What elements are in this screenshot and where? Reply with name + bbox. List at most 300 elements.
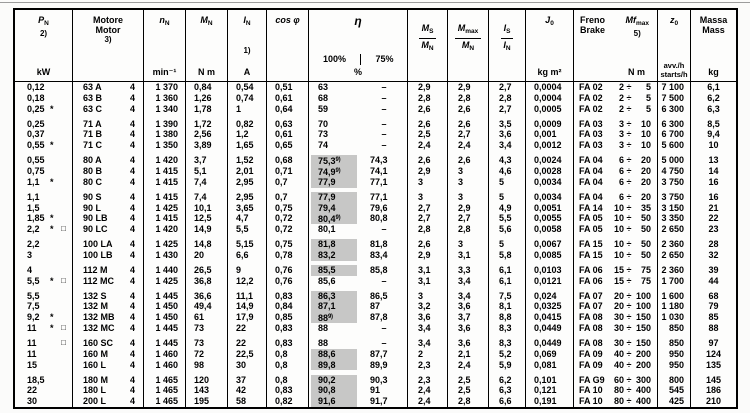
power-value: 0,18: [27, 92, 45, 103]
motor-poles: 4: [129, 359, 135, 370]
eta75-cell: 79,6: [361, 203, 408, 214]
power-value: 15: [27, 359, 38, 370]
starts-cell: 950: [658, 349, 691, 360]
brake-cell: [574, 224, 658, 235]
eta100-value: 91,6: [311, 396, 357, 407]
brake-cell: [574, 349, 658, 360]
mass-cell: 44: [708, 275, 719, 286]
is-ratio-cell: 6,6: [489, 396, 526, 407]
motor-poles: 4: [129, 323, 135, 334]
mmax-ratio-cell: 3,1: [448, 250, 489, 261]
power-cell: [15, 349, 73, 360]
motor-cell: [73, 155, 144, 166]
table-row: [15, 166, 736, 177]
mmax-ratio-cell: 3,6: [448, 338, 489, 349]
mass-cell: 16: [708, 191, 719, 202]
torque-cell: 36,8: [186, 276, 228, 287]
motor-label-en: Motor: [95, 25, 121, 35]
current-cell: 37: [228, 375, 267, 386]
current-cell: 1,65: [228, 140, 267, 151]
cosphi-cell: 0,71: [267, 166, 309, 177]
torque-cell: 5,1: [186, 166, 228, 177]
eta75-cell: 89,9: [361, 360, 408, 371]
ms-ratio-cell: 2,9: [408, 250, 448, 261]
brake-torque-max: 50: [640, 249, 651, 260]
mass-unit: kg: [708, 67, 719, 77]
power-cell: [15, 291, 73, 302]
mass-cell: 14: [708, 165, 719, 176]
brake-model: FA 07: [579, 290, 603, 301]
col-header-mmax-ratio: [448, 10, 489, 81]
motor-cell: [73, 385, 144, 396]
torque-cell: 12,5: [186, 213, 228, 224]
table-row: [15, 265, 736, 276]
speed-cell: 1 425: [144, 203, 186, 214]
eta100-value: 79,4: [311, 203, 357, 214]
mass-cell: 6,3: [707, 103, 720, 114]
eta75-cell: 86,5: [361, 291, 408, 302]
inertia-cell: 0,0449: [526, 323, 574, 334]
mmax-ratio-cell: 3,6: [448, 301, 489, 312]
current-symbol: [228, 15, 266, 29]
brake-model: FA G9: [579, 374, 605, 385]
col-header-motor: [73, 10, 144, 81]
eta100-cell: [309, 396, 361, 407]
speed-cell: 1 465: [144, 385, 186, 396]
brake-torque-max: 75: [640, 264, 651, 275]
mmax-den-letter: M: [461, 40, 470, 50]
table-row: [15, 119, 736, 130]
is-ratio-cell: 2,7: [489, 104, 526, 115]
motor-cell: [73, 140, 144, 151]
table-row: [15, 338, 736, 349]
starts-cell: 3 750: [658, 192, 691, 203]
eta100-cell: [309, 375, 361, 386]
eta100-value: 87,1: [311, 301, 357, 312]
brake-torque-max: 150: [635, 312, 651, 323]
mass-cell: 13: [708, 155, 719, 166]
eta100-value: 85,6: [318, 275, 336, 286]
mmax-ratio-cell: 2,6: [448, 155, 489, 166]
power-cell: [15, 360, 73, 371]
eta100-value: 88,6: [311, 349, 357, 360]
brake-torque-min: 2: [618, 92, 624, 103]
ms-ratio-cell: 2,7: [408, 213, 448, 224]
starts-unit-en: starts/h: [660, 69, 688, 79]
motor-name: 63 B: [83, 92, 103, 103]
table-row: [15, 177, 736, 188]
ms-ratio-cell: 3: [408, 177, 448, 188]
cosphi-cell: 0,63: [267, 119, 309, 130]
current-cell: 0,82: [228, 119, 267, 130]
motor-name: 100 LB: [83, 249, 113, 260]
eta100-value: 88$^{9)}$: [311, 312, 357, 323]
table-row: [15, 93, 736, 104]
speed-symbol-letter: n: [159, 15, 165, 25]
mass-cell: 16: [708, 176, 719, 187]
eta100-cell: [309, 250, 361, 261]
range-divider: ÷: [626, 301, 632, 312]
ms-fraction: [419, 23, 437, 54]
mass-cell: 186: [705, 385, 722, 396]
mmax-ratio-cell: 2,7: [448, 129, 489, 140]
power-cell: [15, 177, 73, 188]
is-ratio-cell: 3,6: [489, 129, 526, 140]
eta100-value: 74,9$^{9)}$: [311, 166, 357, 177]
eta75-cell: 74,3: [361, 155, 408, 166]
power-value: 0,55: [27, 155, 45, 166]
power-cell: [15, 213, 73, 224]
power-cell: [15, 93, 73, 104]
current-unit: A: [243, 67, 251, 77]
eta100-value: 90,8: [311, 385, 357, 396]
eta100-cell: [309, 385, 361, 396]
inertia-cell: 0,0085: [526, 250, 574, 261]
motor-cell: [73, 250, 144, 261]
inertia-cell: 0,0034: [526, 192, 574, 203]
motor-cell: [73, 203, 144, 214]
table-row: [15, 301, 736, 312]
motor-poles: 4: [129, 103, 135, 114]
brake-torque-max: 400: [635, 396, 651, 407]
torque-cell: 14,9: [186, 224, 228, 235]
brake-cell: [574, 82, 658, 93]
table-row: [15, 192, 736, 203]
is-ratio-cell: 8,3: [489, 338, 526, 349]
current-cell: 12,2: [228, 276, 267, 287]
cosphi-cell: 0,83: [267, 291, 309, 302]
cosphi-cell: 0,75: [267, 203, 309, 214]
motor-cell: [73, 323, 144, 334]
eta100-value: 88: [318, 323, 329, 334]
eta100-cell: [309, 224, 361, 235]
table-row: [15, 323, 736, 334]
inertia-cell: 0,0067: [526, 239, 574, 250]
table-row: [15, 140, 736, 151]
inertia-cell: 0,0415: [526, 312, 574, 323]
asterisk-marker: *: [50, 103, 54, 114]
power-cell: [15, 312, 73, 323]
brake-cell: [574, 396, 658, 407]
eta75-cell: –: [361, 323, 408, 334]
brake-cell: [574, 177, 658, 188]
inertia-cell: 0,121: [526, 385, 574, 396]
motor-name: 160 M: [83, 348, 109, 359]
motor-cell: [73, 291, 144, 302]
brake-torque-min: 6: [618, 176, 624, 187]
motor-name: 80 C: [83, 176, 103, 187]
eta75-cell: 91: [361, 385, 408, 396]
power-cell: [15, 338, 73, 349]
inertia-cell: 0,0005: [526, 104, 574, 115]
brake-model: FA 04: [579, 165, 603, 176]
eta100-value: 68: [318, 92, 329, 103]
current-cell: 2,95: [228, 177, 267, 188]
range-divider: ÷: [626, 92, 632, 103]
table-header: [15, 10, 736, 82]
inertia-cell: 0,101: [526, 375, 574, 386]
mass-cell: 97: [708, 338, 719, 349]
speed-cell: 1 465: [144, 375, 186, 386]
mmax-ratio-cell: 3,4: [448, 291, 489, 302]
eta100-cell: [309, 177, 361, 188]
motor-name: 80 A: [83, 155, 102, 166]
brake-header-labels: [580, 15, 649, 38]
power-symbol-letter: P: [38, 15, 45, 25]
ms-ratio-cell: 3,2: [408, 301, 448, 312]
brake-cell: [574, 140, 658, 151]
eta100-cell: [309, 360, 361, 371]
col-header-starts: [658, 10, 691, 81]
speed-cell: 1 450: [144, 312, 186, 323]
is-ratio-cell: 5: [489, 239, 526, 250]
range-divider: ÷: [626, 348, 632, 359]
brake-model: FA 03: [579, 118, 603, 129]
motor-poles: 4: [129, 202, 135, 213]
mmax-num-letter: M: [457, 23, 466, 33]
brake-model: FA 04: [579, 155, 603, 166]
torque-symbol-sub: N: [207, 20, 213, 27]
col-header-ms-ratio: [408, 10, 448, 81]
col-header-current: [228, 10, 267, 81]
motor-name: 71 C: [83, 140, 103, 151]
is-denominator: [501, 39, 514, 54]
brake-model: FA 02: [579, 92, 603, 103]
motor-name: 132 MB: [83, 312, 115, 323]
brake-model: FA 06: [579, 275, 603, 286]
mmax-denominator: [455, 39, 482, 54]
is-ratio-cell: 7,5: [489, 291, 526, 302]
mass-cell: 10: [708, 140, 719, 151]
ms-ratio-cell: 2: [408, 349, 448, 360]
brake-cell: [574, 239, 658, 250]
eta-75-label: 75%: [375, 54, 394, 64]
mmax-ratio-cell: 3,6: [448, 323, 489, 334]
eta100-value: 74: [318, 140, 329, 151]
brake-torque-min: 6: [618, 155, 624, 166]
torque-cell: 0,84: [186, 82, 228, 93]
is-ratio-cell: 2,7: [489, 82, 526, 93]
brake-label-en: Brake: [580, 25, 606, 35]
power-cell: [15, 250, 73, 261]
range-divider: ÷: [626, 275, 632, 286]
power-value: 0,25: [27, 118, 45, 129]
motor-name: 132 MC: [83, 323, 115, 334]
motor-poles: 4: [129, 264, 135, 275]
eta100-value: 85,5: [311, 265, 357, 276]
footnote-5: 5): [633, 29, 641, 38]
starts-cell: 1 030: [658, 312, 691, 323]
brake-cell: [574, 192, 658, 203]
brake-torque-unit: N m: [627, 67, 645, 77]
motor-cell: [73, 119, 144, 130]
current-cell: 1,2: [228, 129, 267, 140]
brake-model: FA 14: [579, 202, 603, 213]
table-row: [15, 224, 736, 235]
motor-name: 90 LC: [83, 224, 108, 235]
current-cell: 6,6: [228, 250, 267, 261]
current-cell: 9: [228, 265, 267, 276]
motor-cell: [73, 312, 144, 323]
ms-ratio-cell: 3,6: [408, 312, 448, 323]
motor-poles: 4: [129, 312, 135, 323]
cosphi-cell: 0,72: [267, 224, 309, 235]
speed-cell: 1 340: [144, 104, 186, 115]
ms-ratio-cell: 2,9: [408, 166, 448, 177]
mmax-ratio-cell: 3: [448, 239, 489, 250]
eta100-value: 70: [318, 118, 329, 129]
brake-torque-max: 50: [640, 213, 651, 224]
speed-cell: 1 450: [144, 301, 186, 312]
brake-cell: [574, 104, 658, 115]
range-divider: ÷: [626, 103, 632, 114]
ms-ratio-cell: 2,6: [408, 119, 448, 130]
power-value: 0,55: [27, 140, 45, 151]
range-divider: ÷: [626, 290, 632, 301]
eta100-cell: [309, 155, 361, 166]
cosphi-cell: 0,84: [267, 301, 309, 312]
speed-cell: 1 380: [144, 129, 186, 140]
speed-cell: 1 460: [144, 349, 186, 360]
current-cell: 0,54: [228, 82, 267, 93]
brake-cell: [574, 385, 658, 396]
is-num-letter: I: [503, 23, 507, 33]
eta-load-labels: [309, 54, 408, 65]
motor-cell: [73, 104, 144, 115]
ms-ratio-cell: 2,4: [408, 140, 448, 151]
eta100-value: 90,2: [311, 375, 357, 386]
col-header-mass: [691, 10, 736, 81]
mass-cell: 135: [705, 359, 722, 370]
speed-cell: 1 415: [144, 166, 186, 177]
table-row: [15, 396, 736, 407]
brake-torque-max: 10: [640, 140, 651, 151]
ms-ratio-cell: 2,8: [408, 224, 448, 235]
starts-cell: 2 650: [658, 250, 691, 261]
square-marker: □: [61, 224, 66, 234]
table-row: [15, 375, 736, 386]
brake-torque-min: 2: [618, 82, 624, 92]
current-cell: 11,1: [228, 291, 267, 302]
table-row: [15, 360, 736, 371]
power-cell: [15, 82, 73, 93]
motor-poles: 4: [129, 348, 135, 359]
brake-model: FA 02: [579, 103, 603, 114]
range-divider: ÷: [626, 224, 632, 235]
brake-cell: [574, 312, 658, 323]
current-cell: 42: [228, 385, 267, 396]
eta75-cell: 74,1: [361, 166, 408, 177]
eta75-cell: 77,1: [361, 192, 408, 203]
current-symbol-letter: I: [243, 15, 246, 25]
speed-cell: 1 425: [144, 276, 186, 287]
ms-ratio-cell: 3,1: [408, 276, 448, 287]
table-row: [15, 104, 736, 115]
brake-torque-min: 80: [613, 385, 624, 396]
eta100-cell: [309, 239, 361, 250]
starts-unit: [655, 62, 693, 79]
brake-torque-min: 40: [613, 348, 624, 359]
brake-torque-min: 3: [618, 118, 624, 129]
brake-model: FA 08: [579, 323, 603, 334]
starts-symbol: [658, 15, 690, 29]
motor-name: 180 M: [83, 374, 109, 385]
power-cell: [15, 140, 73, 151]
is-ratio-cell: 3,4: [489, 140, 526, 151]
torque-cell: 7,4: [186, 177, 228, 188]
motor-cell: [73, 213, 144, 224]
eta100-value: 88: [318, 338, 329, 349]
mmax-fraction: [455, 23, 482, 54]
power-value: 2,2: [27, 239, 40, 250]
current-cell: 2,95: [228, 192, 267, 203]
brake-model: FA 08: [579, 338, 603, 349]
ms-ratio-cell: 3,4: [408, 338, 448, 349]
is-ratio-cell: 5,5: [489, 213, 526, 224]
mmax-ratio-cell: 2,4: [448, 360, 489, 371]
eta75-cell: –: [361, 119, 408, 130]
col-header-inertia: [526, 10, 574, 81]
speed-cell: 1 420: [144, 155, 186, 166]
starts-cell: 850: [658, 323, 691, 334]
cosphi-cell: 0,78: [267, 250, 309, 261]
range-divider: ÷: [626, 359, 632, 370]
range-divider: ÷: [626, 396, 632, 407]
is-ratio-cell: 6,3: [489, 385, 526, 396]
square-marker: □: [61, 323, 66, 333]
current-cell: 5,15: [228, 239, 267, 250]
range-divider: ÷: [626, 374, 632, 385]
mass-cell: 28: [708, 239, 719, 250]
motor-cell: [73, 129, 144, 140]
brake-model: FA 03: [579, 129, 603, 140]
motor-cell: [73, 224, 144, 235]
brake-cell: [574, 203, 658, 214]
range-divider: ÷: [626, 264, 632, 275]
motor-poles: 4: [129, 396, 135, 407]
range-divider: ÷: [626, 249, 632, 260]
ms-ratio-cell: 2,4: [408, 396, 448, 407]
speed-symbol-sub: N: [164, 20, 170, 27]
mmax-ratio-cell: 2,9: [448, 82, 489, 93]
brake-torque-min: 30: [613, 312, 624, 323]
ms-ratio-cell: 3,1: [408, 265, 448, 276]
mmax-numerator: [455, 23, 482, 39]
eta75-cell: –: [361, 338, 408, 349]
mmax-ratio-cell: 2,6: [448, 104, 489, 115]
mass-cell: 32: [708, 249, 719, 260]
mass-cell: 9,4: [707, 129, 720, 140]
ms-num-letter: M: [421, 23, 430, 33]
eta75-cell: 80,8: [361, 213, 408, 224]
power-value: 4: [27, 264, 33, 275]
brake-torque-max: 5: [645, 92, 651, 103]
motor-name: 112 M: [83, 264, 108, 275]
mmax-den-sub: N: [469, 45, 475, 52]
inertia-cell: 0,0449: [526, 338, 574, 349]
starts-cell: 6 700: [658, 129, 691, 140]
brake-torque-max: 20: [640, 191, 651, 202]
is-ratio-cell: 8,1: [489, 301, 526, 312]
mmax-num-sub: max: [465, 28, 479, 35]
motor-poles: 4: [129, 118, 135, 129]
eta100-cell: [309, 104, 361, 115]
torque-cell: 72: [186, 349, 228, 360]
brake-torque-min: 60: [613, 374, 624, 385]
torque-cell: 3,7: [186, 155, 228, 166]
speed-symbol: [144, 15, 185, 29]
mmax-ratio-cell: 3: [448, 192, 489, 203]
